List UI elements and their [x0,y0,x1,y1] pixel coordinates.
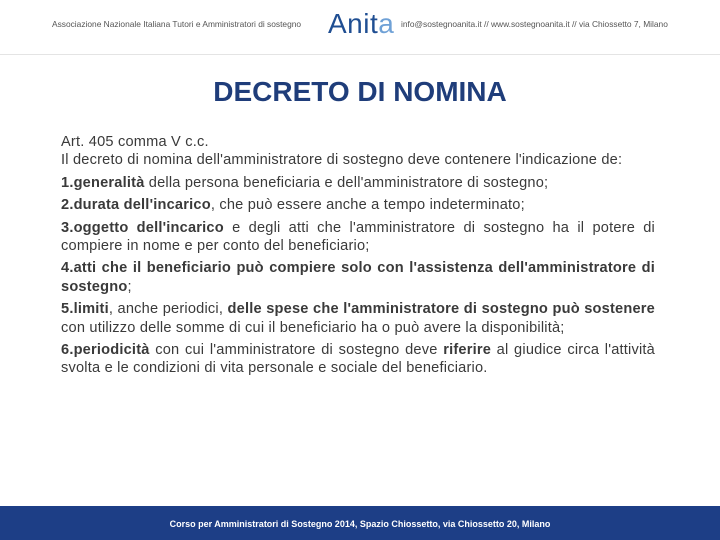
anita-logo [328,8,394,40]
item-text: della persona beneficiaria e dell'amministratore di sostegno; [144,174,549,191]
item-lead: 6.periodicità [61,342,150,359]
item-text: e degli atti che l'amministratore di sostegno ha il potere di compiere in nome e per conto del beneficiario; [61,219,656,255]
logo-text: Anit [328,8,379,39]
list-item-periodicita [61,341,655,378]
item-lead: 5.limiti [61,301,109,318]
list-item-generalita [61,174,655,192]
slide-body [61,133,655,382]
list-item-durata [61,196,655,214]
intro-paragraph: Il decreto di nomina dell'amministratore di sostegno deve contenere l'indicazione de: [61,152,623,169]
article-reference: Art. 405 comma V c.c. [61,134,209,150]
item-lead: 1.generalità [61,174,145,191]
header-bar [0,0,720,58]
item-text: , anche periodici, [108,301,228,318]
list-item-atti [61,259,655,296]
footer-bar [0,506,720,540]
footer-text: Corso per Amministratori di Sostegno 2014, Spazio Chiossetto, via Chiossetto 20, Milano [169,519,551,529]
header-contacts: info@sostegnoanita.it // www.sostegnoanita.it // via Chiossetto 7, Milano [401,19,668,29]
item-lead: 2.durata dell'incarico [61,197,211,214]
header-divider [0,54,720,55]
item-emphasis: riferire [443,342,492,359]
item-text: ; [127,278,132,295]
list-item-oggetto [61,219,655,256]
slide-title: DECRETO DI NOMINA [213,76,507,107]
list-item-limiti [61,300,655,337]
association-name: Associazione Nazionale Italiana Tutori e Amministratori di sostegno [52,19,302,29]
logo-accent-letter: a [378,8,395,39]
item-lead: 4.atti che il beneficiario può compiere solo con l'assistenza dell'amministratore di sostegno [61,260,655,295]
item-text: , che può essere anche a tempo indeterminato; [210,197,525,214]
item-emphasis: delle spese che l'amministratore di sostegno può sostenere [227,301,655,318]
item-text: con utilizzo delle somme di cui il beneficiario ha o può avere la disponibilità; [61,319,565,336]
item-text: con cui l'amministratore di sostegno deve [149,342,444,359]
item-lead: 3.oggetto dell'incarico [61,219,224,236]
item-text: al giudice circa l'attività svolta e le condizioni di vita personale e sociale del beneficiario. [61,342,655,377]
